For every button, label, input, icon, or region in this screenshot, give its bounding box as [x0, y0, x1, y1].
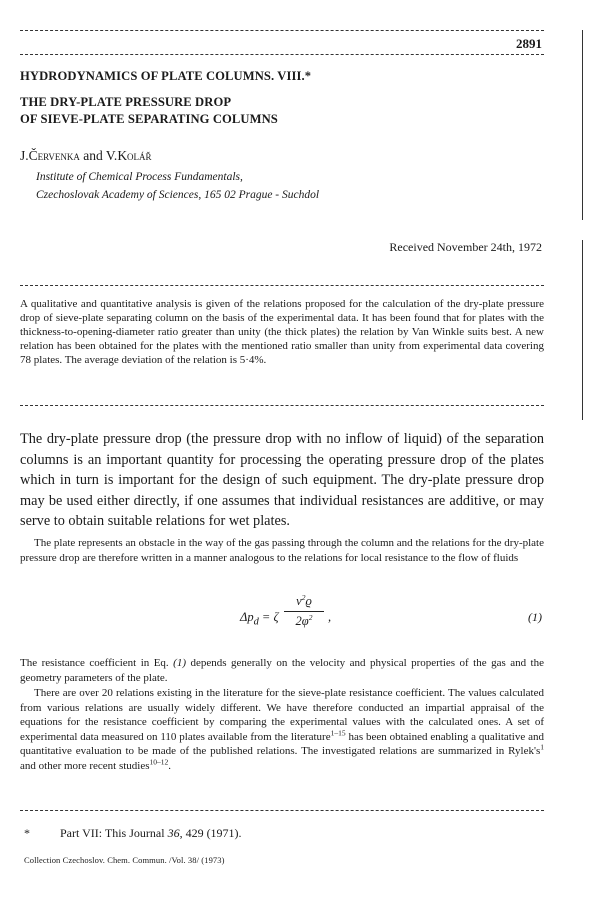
- intro-paragraph: The dry-plate pressure drop (the pressure drop with no inflow of liquid) of the separation columns is an important quantity for processing the operating pressure drop of the plates which in turn is important for the design of such equipment. The dry-plate pressure drop may be used either directly, if one assumes that individual resistances are additive, or may serve to obtain suitable relations for wet plates.: [20, 431, 544, 529]
- article-title-line1: HYDRODYNAMICS OF PLATE COLUMNS. VIII.*: [20, 69, 312, 83]
- citation-1-15: 1–15: [330, 727, 346, 737]
- footnote-mark: *: [24, 826, 30, 840]
- equation-denominator: $2\varphi^2$: [295, 612, 313, 628]
- author2-name: Kolář: [117, 148, 152, 163]
- authors-and: and: [79, 148, 106, 163]
- equation-1: [240, 588, 360, 640]
- equation-fraction: [284, 594, 324, 629]
- abstract-bottom-rule: [20, 405, 544, 406]
- equation-numerator: $v^2ϱ$: [284, 594, 324, 612]
- article-title-line2: THE DRY-PLATE PRESSURE DROP: [20, 95, 232, 109]
- body-paragraph-2: The resistance coefficient in Eq. (1) depends generally on the velocity and physical properties of the gas and the geometry parameters of the plate.: [20, 657, 544, 684]
- equation-tail: ,: [328, 610, 332, 624]
- journal-citation-line: Collection Czechoslov. Chem. Commun. /Vol. 38/ (1973): [24, 855, 225, 865]
- footnote-volume: 36: [167, 826, 180, 840]
- article-title-line3: OF SIEVE-PLATE SEPARATING COLUMNS: [20, 112, 278, 126]
- affiliation-line2: Czechoslovak Academy of Sciences, 165 02 Prague - Suchdol: [36, 189, 320, 201]
- top-rule: [20, 30, 544, 31]
- author1-initial: J.: [20, 148, 29, 163]
- equation-reference: (1): [173, 657, 186, 669]
- received-date: Received November 24th, 1972: [389, 240, 542, 254]
- affiliation: [36, 168, 319, 204]
- abstract-top-rule: [20, 285, 544, 286]
- right-margin-line: [582, 30, 583, 220]
- page-number: 2891: [516, 36, 542, 51]
- body-paragraph-3: There are over 20 relations existing in the literature for the sieve-plate resistance coefficient. The values calculated from various relations are usually widely different. We have therefore conducted an impartial appraisal of the equations for the resistance coefficient by comparing the experimental values with the calculated ones. A set of experimental data measured on 110 plates available from the literature$^{1-15}$ has been obtained enabling a qualitative and quantitative evaluation to be made of the published relations. The investigated relations are summarized in $Rylek's^1$ and other more recent studies$^{10-12}$.: [20, 687, 544, 772]
- equation-number: (1): [528, 610, 542, 624]
- authors: [20, 148, 152, 164]
- right-margin-line-lower: [582, 240, 583, 420]
- footnote-rule: [20, 810, 544, 811]
- abstract: A qualitative and quantitative analysis is given of the relations proposed for the calculation of the dry-plate pressure drop of sieve-plate separating column on the basis of the experimental data. It has been found that for plates with the thickness-to-opening-diameter ratio greater than unity (the thick plates) the relation by Van Winkle suits best. A new relation has been obtained for the plates with the mentioned ratio smaller than unity from experimental data covering 78 plates. The average deviation of the relation is 5·4%.: [20, 298, 544, 366]
- citation-1: 1: [540, 742, 544, 752]
- header-rule: [20, 54, 544, 55]
- author2-initial: V.: [105, 148, 118, 163]
- footnote: * Part VII: This Journal 36, 429 (1971).: [24, 826, 242, 840]
- author1-name: Červenka: [28, 148, 80, 163]
- body-paragraph-1: The plate represents an obstacle in the way of the gas passing through the column and the relations for the dry-plate pressure drop are therefore written in a manner analogous to the relations for local resistance to the flow of fluids: [20, 537, 544, 564]
- affiliation-line1: Institute of Chemical Process Fundamentals,: [36, 171, 243, 183]
- equation-lhs: $\Delta p_d = \zeta$: [240, 610, 279, 628]
- citation-10-12: 10–12: [149, 756, 169, 766]
